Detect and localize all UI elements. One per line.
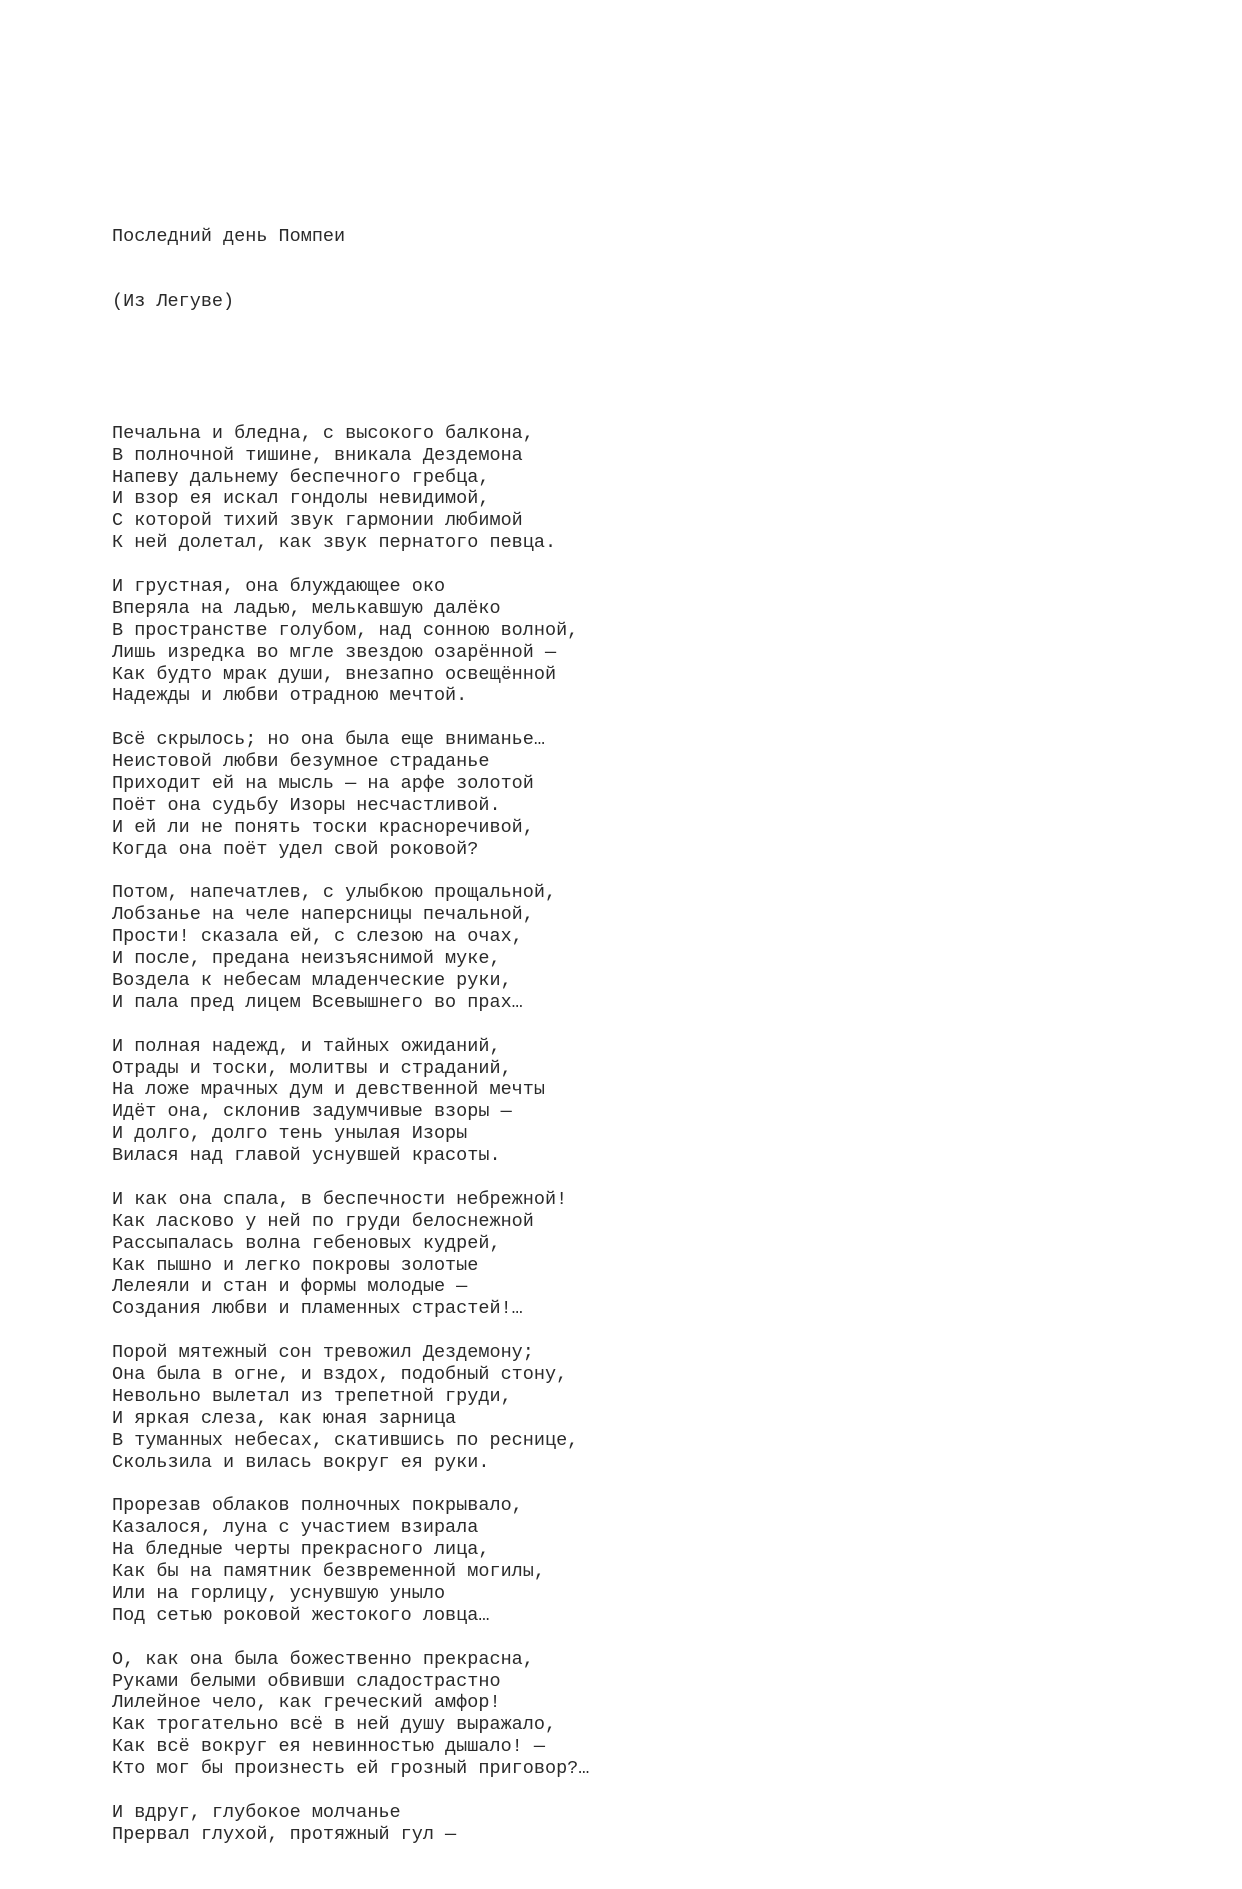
verse-line: Воздела к небесам младенческие руки, bbox=[112, 970, 512, 991]
stanza bbox=[112, 1342, 589, 1473]
verse-line: На ложе мрачных дум и девственной мечты bbox=[112, 1079, 545, 1101]
verse-line: С которой тихий звук гармонии любимой bbox=[112, 510, 523, 532]
poem-text bbox=[112, 138, 589, 1889]
verse-line: В полночной тишине, вникала Дездемона bbox=[112, 444, 523, 466]
verse-line: Надежды и любви отрадною мечтой. bbox=[112, 685, 468, 707]
verse-line: Идёт она, склонив задумчивые взоры — bbox=[112, 1101, 512, 1123]
verse-line: Под сетью роковой жестокого ловца… bbox=[112, 1604, 490, 1626]
verse-line: Кто мог бы произнесть ей грозный приговор?… bbox=[112, 1758, 590, 1780]
verse-line: Скользила и вилась вокруг ея руки. bbox=[112, 1451, 490, 1473]
verse-line: Или на горлицу, уснувшую уныло bbox=[112, 1582, 446, 1604]
stanza bbox=[112, 1802, 589, 1846]
verse-line: Порой мятежный сон тревожил Дездемону; bbox=[112, 1342, 534, 1364]
verse-line: Как пышно и легко покровы золотые bbox=[112, 1254, 479, 1276]
verse-line: Вперяла на ладью, мелькавшую далёко bbox=[112, 597, 501, 619]
verse-line: Руками белыми обвивши сладострастно bbox=[112, 1670, 501, 1692]
verse-line: Как будто мрак души, внезапно освещённой bbox=[112, 663, 557, 685]
poem-stanzas bbox=[112, 423, 589, 1846]
verse-line: Как всё вокруг ея невинностью дышало! — bbox=[112, 1736, 545, 1758]
verse-line: И грустная, она блуждающее око bbox=[112, 575, 446, 597]
verse-line: Как ласково у ней по груди белоснежной bbox=[112, 1210, 534, 1232]
stanza bbox=[112, 576, 589, 707]
verse-line: Прости! сказала ей, с слезою на очах, bbox=[112, 926, 523, 948]
verse-line: Лелеяли и стан и формы молодые — bbox=[112, 1276, 468, 1298]
poem-subtitle: (Из Легуве) bbox=[112, 291, 235, 313]
verse-line: Потом, напечатлев, с улыбкою прощальной, bbox=[112, 882, 557, 904]
verse-line: Поёт она судьбу Изоры несчастливой. bbox=[112, 794, 501, 816]
verse-line: И пала пред лицем Всевышнего во прах… bbox=[112, 991, 523, 1013]
verse-line: Создания любви и пламенных страстей!… bbox=[112, 1298, 523, 1320]
verse-line: И полная надежд, и тайных ожиданий, bbox=[112, 1035, 501, 1057]
verse-line: И вдруг, глубокое молчанье bbox=[112, 1801, 401, 1823]
verse-line: В туманных небесах, скатившись по реснице, bbox=[112, 1429, 579, 1451]
stanza bbox=[112, 1189, 589, 1320]
verse-line: К ней долетал, как звук пернатого певца. bbox=[112, 532, 557, 554]
verse-line: Лишь изредка во мгле звездою озарённой — bbox=[112, 641, 557, 663]
verse-line: Печальна и бледна, с высокого балкона, bbox=[112, 422, 534, 444]
verse-line: Приходит ей на мысль — на арфе золотой bbox=[112, 772, 534, 794]
stanza bbox=[112, 423, 589, 554]
verse-line: Всё скрылось; но она была еще вниманье… bbox=[112, 729, 545, 751]
verse-line: На бледные черты прекрасного лица, bbox=[112, 1539, 490, 1561]
verse-line: Лобзанье на челе наперсницы печальной, bbox=[112, 904, 534, 926]
stanza bbox=[112, 729, 589, 860]
verse-line: И после, предана неизъяснимой муке, bbox=[112, 948, 501, 970]
verse-line: Неистовой любви безумное страданье bbox=[112, 751, 490, 773]
verse-line: И взор ея искал гондолы невидимой, bbox=[112, 488, 490, 510]
verse-line: И яркая слеза, как юная зарница bbox=[112, 1407, 457, 1429]
verse-line: И как она спала, в беспечности небрежной! bbox=[112, 1188, 568, 1210]
poem-title: Последний день Помпеи bbox=[112, 225, 346, 247]
stanza bbox=[112, 1495, 589, 1626]
verse-line: Рассыпалась волна гебеновых кудрей, bbox=[112, 1232, 501, 1254]
verse-line: Казалося, луна с участием взирала bbox=[112, 1517, 479, 1539]
stanza bbox=[112, 1649, 589, 1780]
verse-line: О, как она была божественно прекрасна, bbox=[112, 1648, 534, 1670]
verse-line: Как бы на памятник безвременной могилы, bbox=[112, 1561, 545, 1583]
verse-line: И долго, долго тень унылая Изоры bbox=[112, 1123, 468, 1145]
stanza bbox=[112, 882, 589, 1013]
verse-line: Она была в огне, и вздох, подобный стону, bbox=[112, 1364, 568, 1386]
verse-line: Прервал глухой, протяжный гул — bbox=[112, 1823, 457, 1845]
verse-line: Прорезав облаков полночных покрывало, bbox=[112, 1495, 523, 1517]
stanza bbox=[112, 1036, 589, 1167]
verse-line: Вилася над главой уснувшей красоты. bbox=[112, 1145, 501, 1167]
verse-line: Отрады и тоски, молитвы и страданий, bbox=[112, 1057, 512, 1079]
verse-line: Невольно вылетал из трепетной груди, bbox=[112, 1385, 512, 1407]
verse-line: Когда она поёт удел свой роковой? bbox=[112, 838, 479, 860]
poem-heading bbox=[112, 182, 589, 357]
verse-line: Как трогательно всё в ней душу выражало, bbox=[112, 1714, 557, 1736]
verse-line: Лилейное чело, как греческий амфор! bbox=[112, 1692, 501, 1714]
verse-line: В пространстве голубом, над сонною волной, bbox=[112, 619, 579, 641]
verse-line: И ей ли не понять тоски красноречивой, bbox=[112, 816, 534, 838]
verse-line: Напеву дальнему беспечного гребца, bbox=[112, 466, 490, 488]
